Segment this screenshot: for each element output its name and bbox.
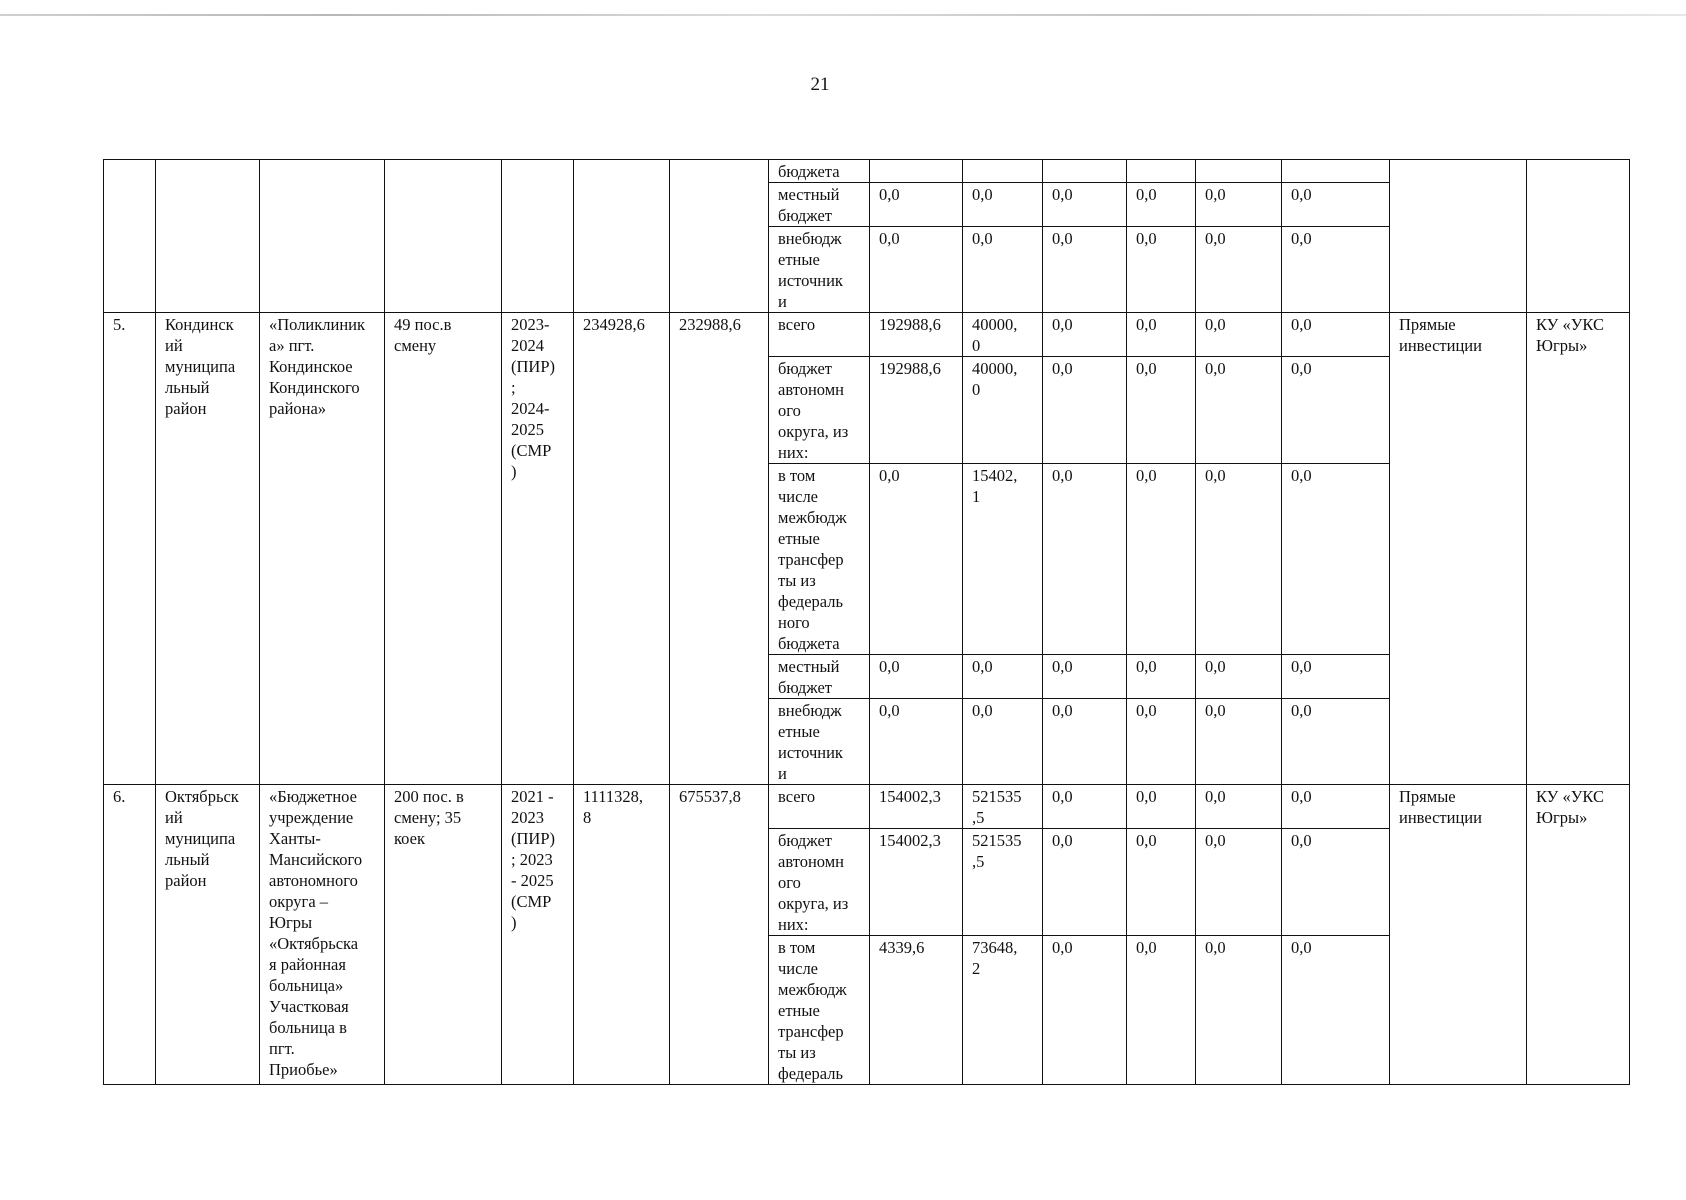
funding-source-cell: в том числе межбюдж етные трансфер ты из федераль ного бюджета [769,464,870,655]
value-cell: 0,0 [963,655,1043,699]
object-name: «Бюджетное учреждение Ханты- Мансийского автономного округа – Югры «Октябрьска я районная больница» Участковая больница в пгт. Приобье» [260,785,385,1085]
value-cell: 154002,3 [870,785,963,829]
value-cell: 0,0 [870,227,963,313]
value-cell: 0,0 [1196,936,1282,1085]
value-cell: 0,0 [1043,785,1127,829]
value-cell: 0,0 [1282,785,1390,829]
table-row [104,785,1630,829]
funding-source-cell: местный бюджет [769,655,870,699]
total-cost-cell [574,160,670,313]
value-cell [963,160,1043,183]
value-cell: 154002,3 [870,829,963,936]
funding-source-cell: всего [769,785,870,829]
value-cell [870,160,963,183]
construction-period: 2021 - 2023 (ПИР) ; 2023 - 2025 (СМР ) [502,785,574,1085]
district-name: Октябрьск ий муниципа льный район [156,785,260,1085]
value-cell: 40000, 0 [963,357,1043,464]
district-cell [156,160,260,313]
value-cell: 0,0 [1196,357,1282,464]
value-cell: 0,0 [963,183,1043,227]
value-cell: 0,0 [1196,655,1282,699]
value-cell: 0,0 [1282,313,1390,357]
total-cost: 1111328, 8 [574,785,670,1085]
value-cell: 0,0 [1282,357,1390,464]
funding-source-cell: в том числе межбюдж етные трансфер ты из федераль [769,936,870,1085]
value-cell: 0,0 [1127,785,1196,829]
value-cell: 15402, 1 [963,464,1043,655]
value-cell: 0,0 [1282,464,1390,655]
value-cell: 0,0 [1043,357,1127,464]
table-row [104,313,1630,357]
value-cell [1196,160,1282,183]
capacity: 49 пос.в смену [385,313,502,785]
value-cell: 0,0 [1196,699,1282,785]
period-cell [502,160,574,313]
value-cell: 0,0 [1196,464,1282,655]
object-cell [260,160,385,313]
scan-edge [0,14,1686,16]
value-cell: 0,0 [870,699,963,785]
funding-source-cell: бюджета [769,160,870,183]
funding-source-cell: внебюдж етные источник и [769,227,870,313]
value-cell: 521535 ,5 [963,829,1043,936]
funding-source-cell: бюджет автономн ого округа, из них: [769,829,870,936]
value-cell: 0,0 [1043,313,1127,357]
value-cell: 0,0 [1043,936,1127,1085]
value-cell: 73648, 2 [963,936,1043,1085]
value-cell: 0,0 [1127,699,1196,785]
funding-source-cell: местный бюджет [769,183,870,227]
table-row [104,160,1630,183]
value-cell: 0,0 [1127,313,1196,357]
value-cell: 0,0 [1127,829,1196,936]
district-name: Кондинск ий муниципа льный район [156,313,260,785]
customer-cell [1527,160,1630,313]
value-cell: 521535 ,5 [963,785,1043,829]
capacity-cell [385,160,502,313]
value-cell: 192988,6 [870,357,963,464]
value-cell: 0,0 [963,699,1043,785]
value-cell: 0,0 [1282,829,1390,936]
value-cell: 0,0 [1282,183,1390,227]
remaining-cost-cell [670,160,769,313]
value-cell: 0,0 [1282,699,1390,785]
funding-source-cell: внебюдж етные источник и [769,699,870,785]
value-cell: 4339,6 [870,936,963,1085]
value-cell: 0,0 [1196,829,1282,936]
investment-table [103,159,1630,1085]
funding-source-cell: бюджет автономн ого округа, из них: [769,357,870,464]
value-cell [1043,160,1127,183]
construction-period: 2023- 2024 (ПИР) ; 2024- 2025 (СМР ) [502,313,574,785]
value-cell: 0,0 [1282,227,1390,313]
form-cell [1390,160,1527,313]
value-cell: 40000, 0 [963,313,1043,357]
customer-name: КУ «УКС Югры» [1527,313,1630,785]
value-cell: 0,0 [1196,785,1282,829]
value-cell: 0,0 [1043,699,1127,785]
value-cell [1282,160,1390,183]
value-cell [1127,160,1196,183]
value-cell: 0,0 [1127,227,1196,313]
value-cell: 0,0 [1127,936,1196,1085]
value-cell: 0,0 [1282,936,1390,1085]
value-cell: 0,0 [1043,829,1127,936]
value-cell: 0,0 [1043,464,1127,655]
investment-form: Прямые инвестиции [1390,313,1527,785]
value-cell: 0,0 [1043,183,1127,227]
customer-name: КУ «УКС Югры» [1527,785,1630,1085]
value-cell: 0,0 [1043,227,1127,313]
investment-form: Прямые инвестиции [1390,785,1527,1085]
funding-source-cell: всего [769,313,870,357]
value-cell: 0,0 [870,655,963,699]
value-cell: 0,0 [870,183,963,227]
value-cell: 0,0 [1043,655,1127,699]
num-cell [104,160,156,313]
value-cell: 0,0 [1196,313,1282,357]
remaining-cost: 675537,8 [670,785,769,1085]
remaining-cost: 232988,6 [670,313,769,785]
value-cell: 0,0 [1127,357,1196,464]
value-cell: 0,0 [1127,183,1196,227]
value-cell: 0,0 [963,227,1043,313]
total-cost: 234928,6 [574,313,670,785]
value-cell: 0,0 [1127,464,1196,655]
object-name: «Поликлиник а» пгт. Кондинское Кондинского района» [260,313,385,785]
entry-number: 5. [104,313,156,785]
value-cell: 192988,6 [870,313,963,357]
value-cell: 0,0 [1127,655,1196,699]
value-cell: 0,0 [1196,183,1282,227]
value-cell: 0,0 [1282,655,1390,699]
value-cell: 0,0 [870,464,963,655]
page-number: 21 [810,74,830,95]
entry-number: 6. [104,785,156,1085]
capacity: 200 пос. в смену; 35 коек [385,785,502,1085]
value-cell: 0,0 [1196,227,1282,313]
